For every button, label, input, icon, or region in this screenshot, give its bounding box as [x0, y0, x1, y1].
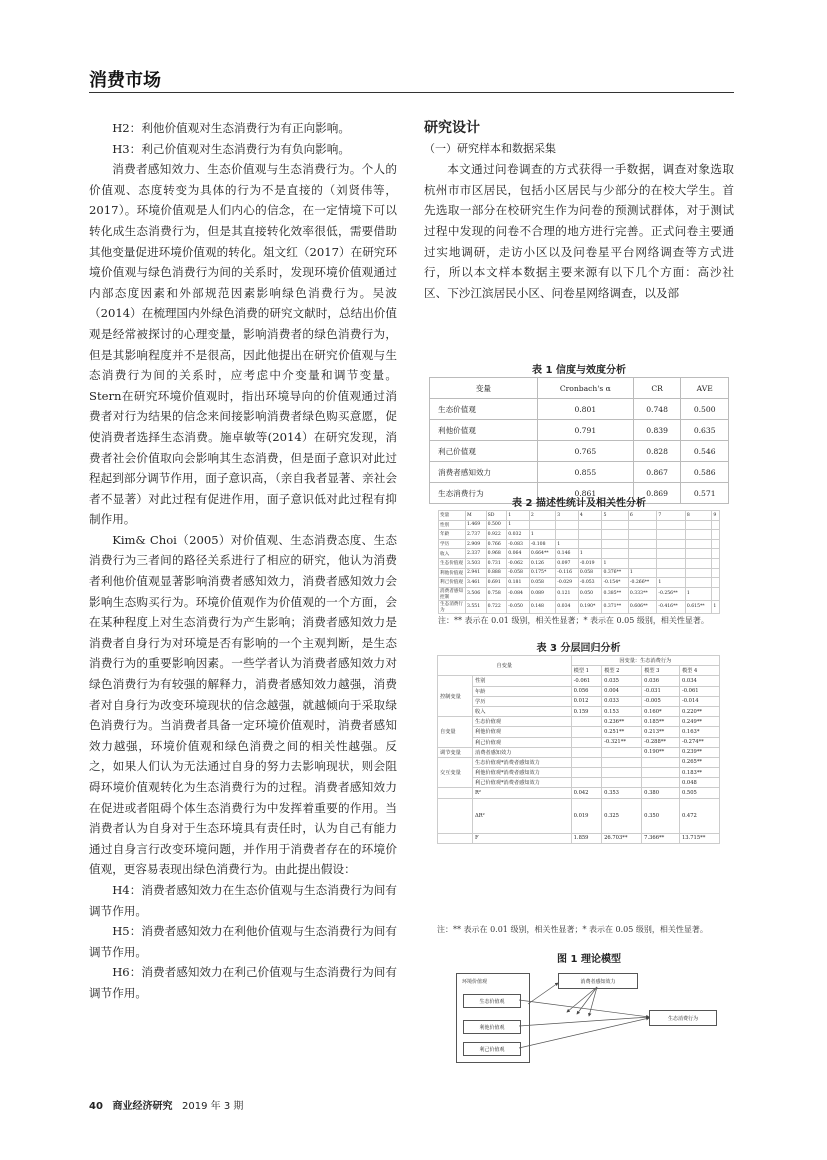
table2-cell	[712, 578, 720, 588]
table2-cell	[685, 539, 711, 549]
table2-cell	[712, 549, 720, 559]
table2-cell: 0.385**	[602, 587, 628, 600]
table3-cell: 0.236**	[602, 717, 642, 727]
table3-cell	[602, 747, 642, 757]
table2-cell: 0.089	[529, 587, 555, 600]
table3-cell: 13.715**	[679, 833, 719, 843]
table2-cell: 0.371**	[602, 600, 628, 613]
table3-var: 年龄	[473, 686, 572, 696]
table-row	[438, 747, 720, 757]
table3-cell: 1.859	[571, 833, 602, 843]
table2-cell: 0.766	[486, 539, 507, 549]
table3-cell: -0.014	[679, 696, 719, 706]
table3-cell: 0.505	[679, 788, 719, 798]
table3-cell: -0.031	[642, 686, 680, 696]
table3-cell: 0.185**	[642, 717, 680, 727]
table3-cell: 0.012	[571, 696, 602, 706]
table3-group: 调节变量	[438, 747, 473, 757]
table2-cell: 0.126	[529, 558, 555, 568]
table2-cell: 2.737	[466, 530, 487, 540]
table2-cell	[712, 520, 720, 530]
table2-cell: 收入	[439, 549, 466, 559]
table-row	[439, 600, 720, 613]
table2-cell	[578, 530, 602, 540]
table-row	[438, 676, 720, 686]
figure1-arrow	[519, 1017, 649, 1026]
issue: 2019 年 3 期	[182, 1101, 244, 1112]
table3-cell: 0.472	[679, 798, 719, 833]
table2-cell: 0.121	[556, 587, 579, 600]
table1-caption: 表 1 信度与效度分析	[532, 365, 626, 376]
table3-cell: 0.350	[642, 798, 680, 833]
table-row	[430, 420, 729, 441]
table3-model: 模型 1	[571, 666, 602, 676]
table2-cell	[628, 530, 656, 540]
table2-cell: -0.050	[507, 600, 530, 613]
table2-cell: 消费者感知控制	[439, 587, 466, 600]
table2-header: 6	[628, 511, 656, 521]
table3-cell: 26.703**	[602, 833, 642, 843]
table2-header: M	[466, 511, 487, 521]
table3-model: 模型 4	[679, 666, 719, 676]
left-paragraph: H6：消费者感知效力在利己价值观与生态消费行为间有调节作用。	[89, 965, 397, 1000]
table-row	[439, 558, 720, 568]
table3-cell: 0.035	[602, 676, 642, 686]
table3-group	[438, 833, 473, 843]
figure1-arrow	[589, 987, 597, 1016]
table2-cell: 0.691	[486, 578, 507, 588]
table2-cell: 0.181	[507, 578, 530, 588]
table3-cell: 0.163*	[679, 727, 719, 737]
table2-header: 9	[712, 511, 720, 521]
table3-model: 模型 2	[602, 666, 642, 676]
table2-cell: 0.968	[486, 549, 507, 559]
table2-cell	[628, 549, 656, 559]
table3-cell	[642, 768, 680, 778]
table2-cell	[712, 539, 720, 549]
table3-cell: 0.033	[602, 696, 642, 706]
table-row	[430, 441, 729, 462]
table2-cell: 学历	[439, 539, 466, 549]
figure1-moderator: 消费者感知效力	[558, 973, 638, 989]
table2-cell: 0.034	[556, 600, 579, 613]
table3-group: 交互变量	[438, 757, 473, 788]
table2-cell: 1	[602, 558, 628, 568]
table-row	[438, 686, 720, 696]
table2-cell: 0.500	[486, 520, 507, 530]
table2-cell: 0.333**	[628, 587, 656, 600]
table3-cell	[642, 778, 680, 788]
figure1-box: 生态价值观	[463, 994, 521, 1008]
table3-cell: 0.213**	[642, 727, 680, 737]
header-title: 消费市场	[89, 70, 161, 91]
table2-cell: -0.416**	[657, 600, 685, 613]
left-paragraph: H4：消费者感知效力在生态价值观与生态消费行为间有调节作用。	[89, 882, 397, 918]
table2-cell	[712, 568, 720, 578]
table2-cell: 利己价值观	[439, 578, 466, 588]
table2-cell: 0.146	[556, 549, 579, 559]
table3-var: 利己价值观*消费者感知效力	[473, 778, 572, 788]
figure1-box: 利己价值观	[463, 1042, 521, 1056]
table2-cell	[685, 549, 711, 559]
table-row	[438, 717, 720, 727]
table2-cell: 3.503	[466, 558, 487, 568]
table2-cell	[657, 558, 685, 568]
table2-cell: 0.148	[529, 600, 555, 613]
table-row	[438, 737, 720, 747]
table2-cell: 性别	[439, 520, 466, 530]
left-paragraph: H5：消费者感知效力在利他价值观与生态消费行为间有调节作用。	[89, 924, 397, 959]
table2-cell: 0.722	[486, 600, 507, 613]
table2	[438, 510, 720, 614]
figure1-arrow	[519, 1018, 649, 1048]
table2-cell	[602, 520, 628, 530]
table2-header: 8	[685, 511, 711, 521]
table2-cell: -0.108	[529, 539, 555, 549]
table2-cell: 利他价值观	[439, 568, 466, 578]
figure1	[449, 964, 729, 1064]
table-row	[438, 727, 720, 737]
table2-cell: 生态价值观	[439, 558, 466, 568]
table3-cell: 0.183**	[679, 768, 719, 778]
table2-cell: 0.922	[486, 530, 507, 540]
table2-cell: -0.084	[507, 587, 530, 600]
table2-cell: 1.469	[466, 520, 487, 530]
table2-cell	[529, 520, 555, 530]
table1-cell: 利己价值观	[430, 441, 538, 462]
table2-cell: 0.376**	[602, 568, 628, 578]
left-column	[89, 118, 397, 1004]
table1-cell: 0.546	[681, 441, 729, 462]
table2-cell: 0.050	[578, 587, 602, 600]
table-row	[439, 539, 720, 549]
table-row	[439, 568, 720, 578]
table2-cell	[685, 530, 711, 540]
table2-cell	[657, 520, 685, 530]
table2-cell: -0.083	[507, 539, 530, 549]
table3-cell	[602, 757, 642, 767]
table3-cell: 0.042	[571, 788, 602, 798]
table2-cell: -0.053	[578, 578, 602, 588]
table1-cell: 0.791	[537, 420, 633, 441]
table2-cell	[578, 539, 602, 549]
table2-cell: -0.116	[556, 568, 579, 578]
table2-cell	[578, 520, 602, 530]
subsection-title: （一）研究样本和数据采集	[424, 141, 556, 155]
table1-cell: 0.867	[633, 462, 681, 483]
left-paragraph: 消费者感知效力、生态价值观与生态消费行为。个人的价值观、态度转变为具体的行为不是直接的（刘贤伟等，2017）。环境价值观是人们内心的信念，在一定情境下可以转化成生态消费行为，但是其直接转化效率很低，需要借助其他变量促进环境价值观的转化。俎文红（2017）在研究环境价值观与绿色消费行为间的关系时，发现环境价值观通过内部态度因素和外部规范因素影响绿色消费行为。吴波（2014）在梳理国内外绿色消费的研究文献时，总结出价值观是经常被探讨的心理变量，影响消费者的绿色消费行为，但是其影响程度并不是很高，因此他提出在研究价值观与生态消费行为间的关系时，应考虑中介变量和调节变量。Stern在研究环境价值观时，指出环境导向的价值观通过消费者对行为结果的信念来间接影响消费者绿色购买意愿，促使消费者选择生态消费。施卓敏等(2014）在研究发现，消费者社会价值取向会影响其生态消费，但是面子意识对此过程起到部分调节作用，面子意识高，（亲自我者显著、亲社会者不显著）对此过程有促进作用，面子意识低对此过程有抑制作用。	[89, 162, 397, 527]
table2-cell	[685, 568, 711, 578]
table2-cell: 3.461	[466, 578, 487, 588]
table3-cell: 0.159	[571, 706, 602, 716]
table3-cell: 0.048	[679, 778, 719, 788]
right-paragraph: 本文通过问卷调查的方式获得一手数据，调查对象选取杭州市市区居民，包括小区居民与少部分的在校大学生。首先选取一部分在校研究生作为问卷的预测试群体，对于测试过程中发现的问卷不合理的地方进行完善。正式问卷主要通过实地调研，走访小区以及问卷星平台网络调查等方式进行，所以本文样本数据主要来源有以下几个方面：高沙社区、下沙江滨居民小区、问卷星网络调查，以及部	[424, 162, 734, 300]
figure1-arrow	[519, 1000, 649, 1017]
table3-cell	[602, 778, 642, 788]
table2-cell: 1	[685, 587, 711, 600]
table2-cell: 1	[657, 578, 685, 588]
table1-cell: 0.571	[681, 483, 729, 504]
table3-cell	[571, 778, 602, 788]
table2-header: 7	[657, 511, 685, 521]
table2-cell: -0.058	[507, 568, 530, 578]
table-row	[439, 530, 720, 540]
table2-cell	[685, 520, 711, 530]
table-row	[439, 578, 720, 588]
table-row	[438, 696, 720, 706]
table3-cell: -0.321**	[602, 737, 642, 747]
table2-cell	[628, 539, 656, 549]
table2-cell: 0.664**	[529, 549, 555, 559]
table2-caption: 表 2 描述性统计及相关性分析	[512, 498, 646, 509]
table2-cell: 0.606**	[628, 600, 656, 613]
table2-cell: 3.506	[466, 587, 487, 600]
table2-cell: -0.256**	[657, 587, 685, 600]
table3-cell	[602, 768, 642, 778]
table1-cell: 0.828	[633, 441, 681, 462]
table3-cell: 0.036	[642, 676, 680, 686]
table2-cell	[712, 587, 720, 600]
table3-var: 生态价值观*消费者感知效力	[473, 757, 572, 767]
table1-header: AVE	[681, 378, 729, 399]
table1-header: CR	[633, 378, 681, 399]
table2-cell: 0.064	[507, 549, 530, 559]
figure1-arrow	[528, 983, 558, 1004]
table3-var: ΔR²	[473, 798, 572, 833]
table-row	[438, 768, 720, 778]
table2-cell: 1	[529, 530, 555, 540]
table2-cell: -0.019	[578, 558, 602, 568]
table1-cell: 0.500	[681, 399, 729, 420]
table-row	[438, 788, 720, 798]
table2-cell: 0.888	[486, 568, 507, 578]
table-row	[430, 462, 729, 483]
table3-var: 收入	[473, 706, 572, 716]
table3-cell	[571, 717, 602, 727]
table1-cell: 0.801	[537, 399, 633, 420]
table2-cell: -0.062	[507, 558, 530, 568]
table3-var: 学历	[473, 696, 572, 706]
table2-cell	[556, 530, 579, 540]
table2-cell: 0.731	[486, 558, 507, 568]
table2-cell: 1	[712, 600, 720, 613]
table1-cell: 生态消费行为	[430, 483, 538, 504]
table2-cell: 2.337	[466, 549, 487, 559]
table2-cell: -0.154*	[602, 578, 628, 588]
left-paragraph: Kim& Choi（2005）对价值观、生态消费态度、生态消费行为三者间的路径关系进行了相应的研究，他认为消费者利他价值观显著影响消费者感知效力，消费者感知效力会影响生态购买行为。环境价值观作为价值观的一个方面，会在某种程度上对生态消费行为产生影响；消费者感知效力是消费者自身行为对环境是否有影响的一个主观判断，是生态消费行为的重要影响因素。一些学者认为消费者感知效力对绿色消费行为有较强的解释力，消费者感知效力越强，消费者对自身行为改变环境现状的信念越强，就越倾向于采取绿色消费行为。当消费者具备一定环境价值观时，消费者感知效力越强，环境价值观和绿色消费之间的相关性越强。反之，如果人们认为无法通过自身的努力去影响现状，则会阻碍环境价值观转化为生态消费行为的过程。消费者感知效力在促进或者阻碍个体生态消费行为中发挥着重要的作用。当消费者认为自身对于生态环境具有责任时，认为自己有能力通过自身言行改变环境问题，并作用于消费者存在的环境价值观，更容易表现出绿色消费行为。由此提出假设：	[89, 532, 397, 877]
table3-group: 控制变量	[438, 676, 473, 717]
table2-header: 3	[556, 511, 579, 521]
table2-note: 注：** 表示在 0.01 级别，相关性显著；* 表示在 0.05 级别，相关性显著。	[438, 616, 709, 625]
table2-header-row	[439, 511, 720, 521]
table1-header: Cronbach's α	[537, 378, 633, 399]
table2-cell	[657, 568, 685, 578]
table3-cell: 0.220**	[679, 706, 719, 716]
table1-cell: 消费者感知效力	[430, 462, 538, 483]
table-row	[439, 549, 720, 559]
table3-caption: 表 3 分层回归分析	[536, 643, 621, 654]
table2-cell	[657, 530, 685, 540]
table2-cell: 2.909	[466, 539, 487, 549]
table1-cell: 0.748	[633, 399, 681, 420]
table1-header-row	[430, 378, 729, 399]
table2-cell: 0.175*	[529, 568, 555, 578]
table-row	[438, 778, 720, 788]
table3-cell: 0.353	[602, 788, 642, 798]
table2-cell: 年龄	[439, 530, 466, 540]
table1-cell: 0.839	[633, 420, 681, 441]
figure1-box: 利他价值观	[463, 1020, 521, 1034]
table2-cell	[602, 530, 628, 540]
table3-cell: -0.005	[642, 696, 680, 706]
header-divider	[89, 92, 734, 93]
table2-cell	[657, 549, 685, 559]
table2-cell: 生态消费行为	[439, 600, 466, 613]
table2-cell	[712, 530, 720, 540]
table3-cell	[571, 727, 602, 737]
table2-cell: 0.758	[486, 587, 507, 600]
table3-var: 消费者感知效力	[473, 747, 572, 757]
page-number: 40	[89, 1101, 103, 1112]
table2-header: 4	[578, 511, 602, 521]
right-column	[424, 118, 734, 303]
table3-cell	[571, 737, 602, 747]
figure1-caption: 图 1 理论模型	[557, 954, 621, 965]
table3-cell: 7.366**	[642, 833, 680, 843]
table1-cell: 0.635	[681, 420, 729, 441]
table3-cell: 0.056	[571, 686, 602, 696]
table-row	[438, 798, 720, 833]
table3-cell: 0.034	[679, 676, 719, 686]
table2-cell: 1	[628, 568, 656, 578]
table1	[429, 377, 729, 504]
table-row	[439, 520, 720, 530]
table2-cell: 1	[556, 539, 579, 549]
table2-cell: 2.941	[466, 568, 487, 578]
table2-cell	[602, 549, 628, 559]
table1-cell: 0.765	[537, 441, 633, 462]
table2-cell	[685, 578, 711, 588]
table2-cell: 0.615**	[685, 600, 711, 613]
left-paragraph: H3：利己价值观对生态消费行为有负向影响。	[112, 141, 350, 156]
table2-cell: 1	[507, 520, 530, 530]
table3-cell: 0.190**	[642, 747, 680, 757]
table3-header: 因变量：生态消费行为	[571, 656, 719, 666]
journal-name: 商业经济研究	[112, 1101, 173, 1112]
table2-header: 2	[529, 511, 555, 521]
table2-header: 1	[507, 511, 530, 521]
table3-var: 性别	[473, 676, 572, 686]
table3-var: 利己价值观	[473, 737, 572, 747]
table1-cell: 利他价值观	[430, 420, 538, 441]
table2-cell: 1	[578, 549, 602, 559]
table2-cell	[556, 520, 579, 530]
left-paragraph: H2：利他价值观对生态消费行为有正向影响。	[112, 121, 350, 135]
table-row	[439, 587, 720, 600]
table3-cell: -0.274**	[679, 737, 719, 747]
table1-cell: 0.869	[633, 483, 681, 504]
table2-cell	[712, 558, 720, 568]
table2-cell	[628, 520, 656, 530]
figure1-arrows	[449, 964, 729, 1064]
table2-header: SD	[486, 511, 507, 521]
figure1-outcome: 生态消费行为	[649, 1010, 717, 1026]
table1-cell: 0.861	[537, 483, 633, 504]
table2-cell: 0.032	[507, 530, 530, 540]
table3-group	[438, 798, 473, 833]
table3-group	[438, 788, 473, 798]
table3-cell: 0.380	[642, 788, 680, 798]
table1-cell: 生态价值观	[430, 399, 538, 420]
table2-header: 变量	[439, 511, 466, 521]
footer	[89, 1097, 243, 1112]
figure1-outer-label: 环境价值观	[462, 979, 488, 985]
table3-cell: 0.325	[602, 798, 642, 833]
table3	[437, 655, 720, 844]
table3-cell	[571, 747, 602, 757]
table2-cell	[602, 539, 628, 549]
table3-model: 模型 3	[642, 666, 680, 676]
table2-cell	[657, 539, 685, 549]
table2-cell: 0.190*	[578, 600, 602, 613]
table3-note: 注：** 表示在 0.01 级别，相关性显著；* 表示在 0.05 级别，相关性显著。	[437, 925, 708, 934]
table3-header-row	[438, 656, 720, 666]
table2-cell	[685, 558, 711, 568]
table3-group: 自变量	[438, 717, 473, 748]
table3-cell: -0.061	[679, 686, 719, 696]
table-row	[438, 833, 720, 843]
table3-cell: 0.239**	[679, 747, 719, 757]
table2-cell: 0.058	[529, 578, 555, 588]
table1-cell: 0.586	[681, 462, 729, 483]
table2-cell: 0.097	[556, 558, 579, 568]
table3-var: F	[473, 833, 572, 843]
table2-cell: 3.551	[466, 600, 487, 613]
table3-cell: 0.160*	[642, 706, 680, 716]
table3-cell: 0.019	[571, 798, 602, 833]
table-row	[438, 757, 720, 767]
table1-header: 变量	[430, 378, 538, 399]
table3-cell: -0.061	[571, 676, 602, 686]
table2-cell: -0.029	[556, 578, 579, 588]
table3-var: R²	[473, 788, 572, 798]
table3-cell: 0.004	[602, 686, 642, 696]
table3-var: 利他价值观*消费者感知效力	[473, 768, 572, 778]
table3-cell: -0.288**	[642, 737, 680, 747]
table3-var: 生态价值观	[473, 717, 572, 727]
table2-cell	[628, 558, 656, 568]
table3-cell: 0.153	[602, 706, 642, 716]
table-row	[438, 706, 720, 716]
table2-cell: -0.266**	[628, 578, 656, 588]
table3-var: 利他价值观	[473, 727, 572, 737]
table3-header: 自变量	[438, 656, 572, 676]
table2-cell: 0.058	[578, 568, 602, 578]
table2-header: 5	[602, 511, 628, 521]
table3-cell	[571, 757, 602, 767]
table-row	[430, 399, 729, 420]
table1-cell: 0.855	[537, 462, 633, 483]
section-title: 研究设计	[424, 120, 480, 136]
table3-cell: 0.265**	[679, 757, 719, 767]
table3-cell: 0.249**	[679, 717, 719, 727]
table3-cell: 0.251**	[602, 727, 642, 737]
table3-cell	[642, 757, 680, 767]
table3-cell	[571, 768, 602, 778]
